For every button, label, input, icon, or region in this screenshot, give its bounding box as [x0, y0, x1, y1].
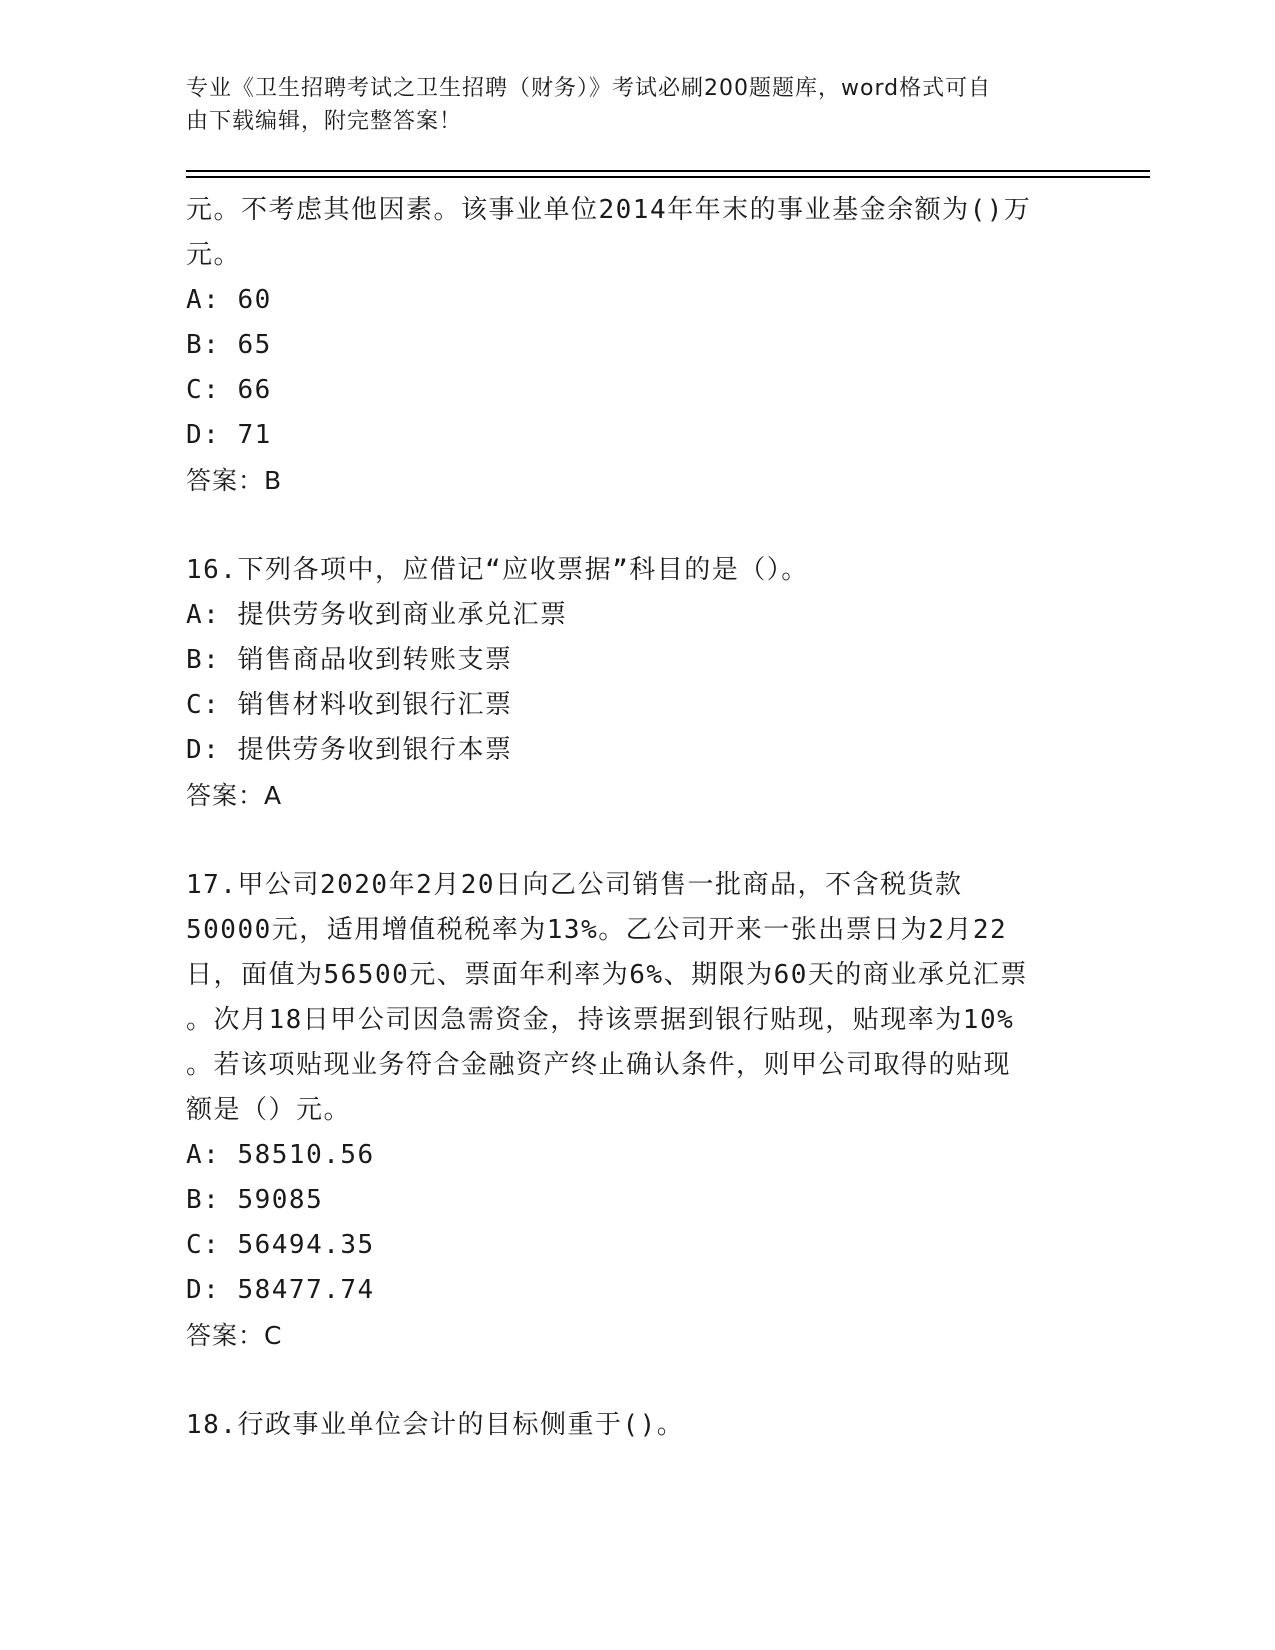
option-d: D: 71 — [186, 420, 272, 450]
answer-label: 答案：C — [186, 1321, 283, 1350]
question-stem: 16.下列各项中，应借记“应收票据”科目的是（）。 — [186, 555, 809, 585]
question-stem-line: 元。不考虑其他因素。该事业单位2014年年末的事业基金余额为()万 — [186, 195, 1032, 225]
question-content — [186, 188, 1086, 1448]
option-a: A: 提供劳务收到商业承兑汇票 — [186, 600, 568, 630]
question-stem: 18.行政事业单位会计的目标侧重于()。 — [186, 1410, 685, 1440]
question-fragment — [186, 188, 1086, 503]
page-header — [186, 72, 1066, 138]
question-stem-line: 50000元，适用增值税税率为13%。乙公司开来一张出票日为2月22 — [186, 915, 1008, 945]
header-title-line-1: 专业《卫生招聘考试之卫生招聘（财务）》考试必刷200题题库，word格式可自 — [186, 76, 992, 101]
option-c: C: 销售材料收到银行汇票 — [186, 690, 513, 720]
header-rule-top — [186, 170, 1150, 172]
question-stem-line: 日，面值为56500元、票面年利率为6%、期限为60天的商业承兑汇票 — [186, 960, 1028, 990]
question-stem-line: 。若该项贴现业务符合金融资产终止确认条件，则甲公司取得的贴现 — [186, 1050, 1012, 1080]
option-c: C: 66 — [186, 375, 272, 405]
question-spacer — [186, 818, 1086, 863]
question-stem-line: 元。 — [186, 240, 242, 270]
question-16 — [186, 548, 1086, 818]
header-rule-bottom — [186, 176, 1150, 178]
question-spacer — [186, 1358, 1086, 1403]
question-spacer — [186, 503, 1086, 548]
question-18 — [186, 1403, 1086, 1448]
option-b: B: 65 — [186, 330, 272, 360]
question-stem-line: 额是（）元。 — [186, 1095, 352, 1125]
question-stem-line: 。次月18日甲公司因急需资金，持该票据到银行贴现，贴现率为10% — [186, 1005, 1015, 1035]
option-a: A: 60 — [186, 285, 272, 315]
answer-label: 答案：A — [186, 781, 283, 810]
option-a: A: 58510.56 — [186, 1140, 375, 1170]
question-17 — [186, 863, 1086, 1358]
option-d: D: 58477.74 — [186, 1275, 375, 1305]
option-b: B: 59085 — [186, 1185, 324, 1215]
question-stem-line: 17.甲公司2020年2月20日向乙公司销售一批商品，不含税货款 — [186, 870, 963, 900]
answer-label: 答案：B — [186, 466, 283, 495]
header-title-line-2: 由下载编辑，附完整答案！ — [186, 109, 463, 134]
option-b: B: 销售商品收到转账支票 — [186, 645, 513, 675]
option-d: D: 提供劳务收到银行本票 — [186, 735, 513, 765]
option-c: C: 56494.35 — [186, 1230, 375, 1260]
